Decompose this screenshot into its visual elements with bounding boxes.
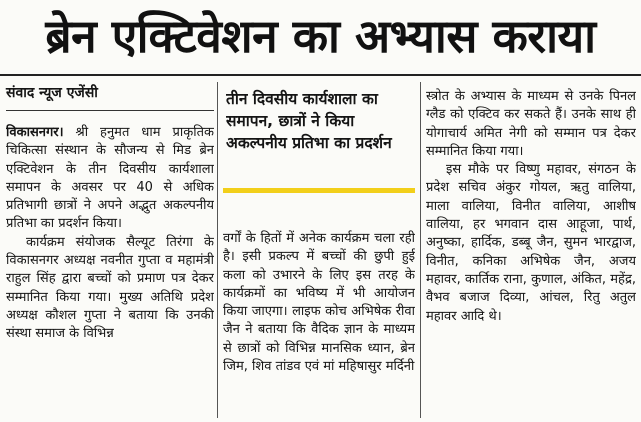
article-column-3 [426, 88, 636, 418]
paragraph-1-text: श्री हनुमत धाम प्राकृतिक चिकित्सा संस्थान के सौजन्य से मिड ब्रेन एक्टिवेशन के तीन दिवसीय कार्यशाला समापन के अवसर पर 40 से अधिक प्रतिभागी छात्रों ने अपने अद्भुत अकल्पनीय प्रतिभा का प्रदर्शन किया। [6, 125, 214, 232]
headline: ब्रेन एक्टिवेशन का अभ्यास कराया [45, 9, 596, 63]
dateline: विकासनगर। [6, 125, 64, 140]
column-divider-2 [420, 82, 421, 418]
article-column-1 [6, 124, 214, 416]
paragraph-1 [6, 124, 214, 234]
paragraph-4: स्त्रोत के अभ्यास के माध्यम से उनके पिनल ग्लैड को एक्टिव कर सकते हैं। उनके साथ ही योगाचार्य अमित नेगी को सम्मान पत्र देकर सम्मानित किया गया। [426, 89, 636, 159]
column-divider-1 [217, 82, 218, 418]
paragraph-2: कार्यक्रम संयोजक सैल्यूट तिरंगा के विकासनगर अध्यक्ष नवनीत गुप्ता व महामंत्री राहुल सिंह द्वारा बच्चों को प्रमाण पत्र देकर सम्मानित किया गया। मुख्य अतिथि प्रदेश अध्यक्ष कौशल गुप्ता ने बताया कि उनकी संस्था समाज के विभिन्न [6, 234, 214, 342]
paragraph-5: इस मौके पर विष्णु महावर, संगठन के प्रदेश सचिव अंकुर गोयल, ऋतु वालिया, माला वालिया, विनीत वालिया, आशीष वालिया, हर भगवान दास आहूजा, पार्थ, अनुष्का, हार्दिक, डब्बू जैन, सुमन भारद्वाज, विनीत, कनिका अभिषेक जैन, अजय महावर, कार्तिक राना, कुणाल, अंकित, महेंद्र, वैभव बजाज दिव्या, आंचल, रितु अतुल महावर आदि थे। [426, 162, 636, 324]
article-column-2 [223, 230, 415, 418]
paragraph-3: वर्गों के हितों में अनेक कार्यक्रम चला रही है। इसी प्रकल्प में बच्चों की छुपी हुई कला को उभारने के लिए इस तरह के कार्यक्रमों का भविष्य में भी आयोजन किया जाएगा। लाइफ कोच अभिषेक रीवा जैन ने बताया कि वैदिक ज्ञान के माध्यम से छात्रों को विभिन्न मानसिक ध्यान, ब्रेन जिम, शिव तांडव एवं मां महिषासुर मर्दिनी [223, 231, 415, 375]
subheadline-accent-rule [223, 188, 415, 193]
headline-divider [0, 74, 641, 76]
byline: संवाद न्यूज एजेंसी [6, 85, 98, 101]
byline-divider [6, 110, 214, 111]
subheadline: तीन दिवसीय कार्यशाला का समापन, छात्रों ने किया अकल्पनीय प्रतिभा का प्रदर्शन [226, 90, 392, 152]
